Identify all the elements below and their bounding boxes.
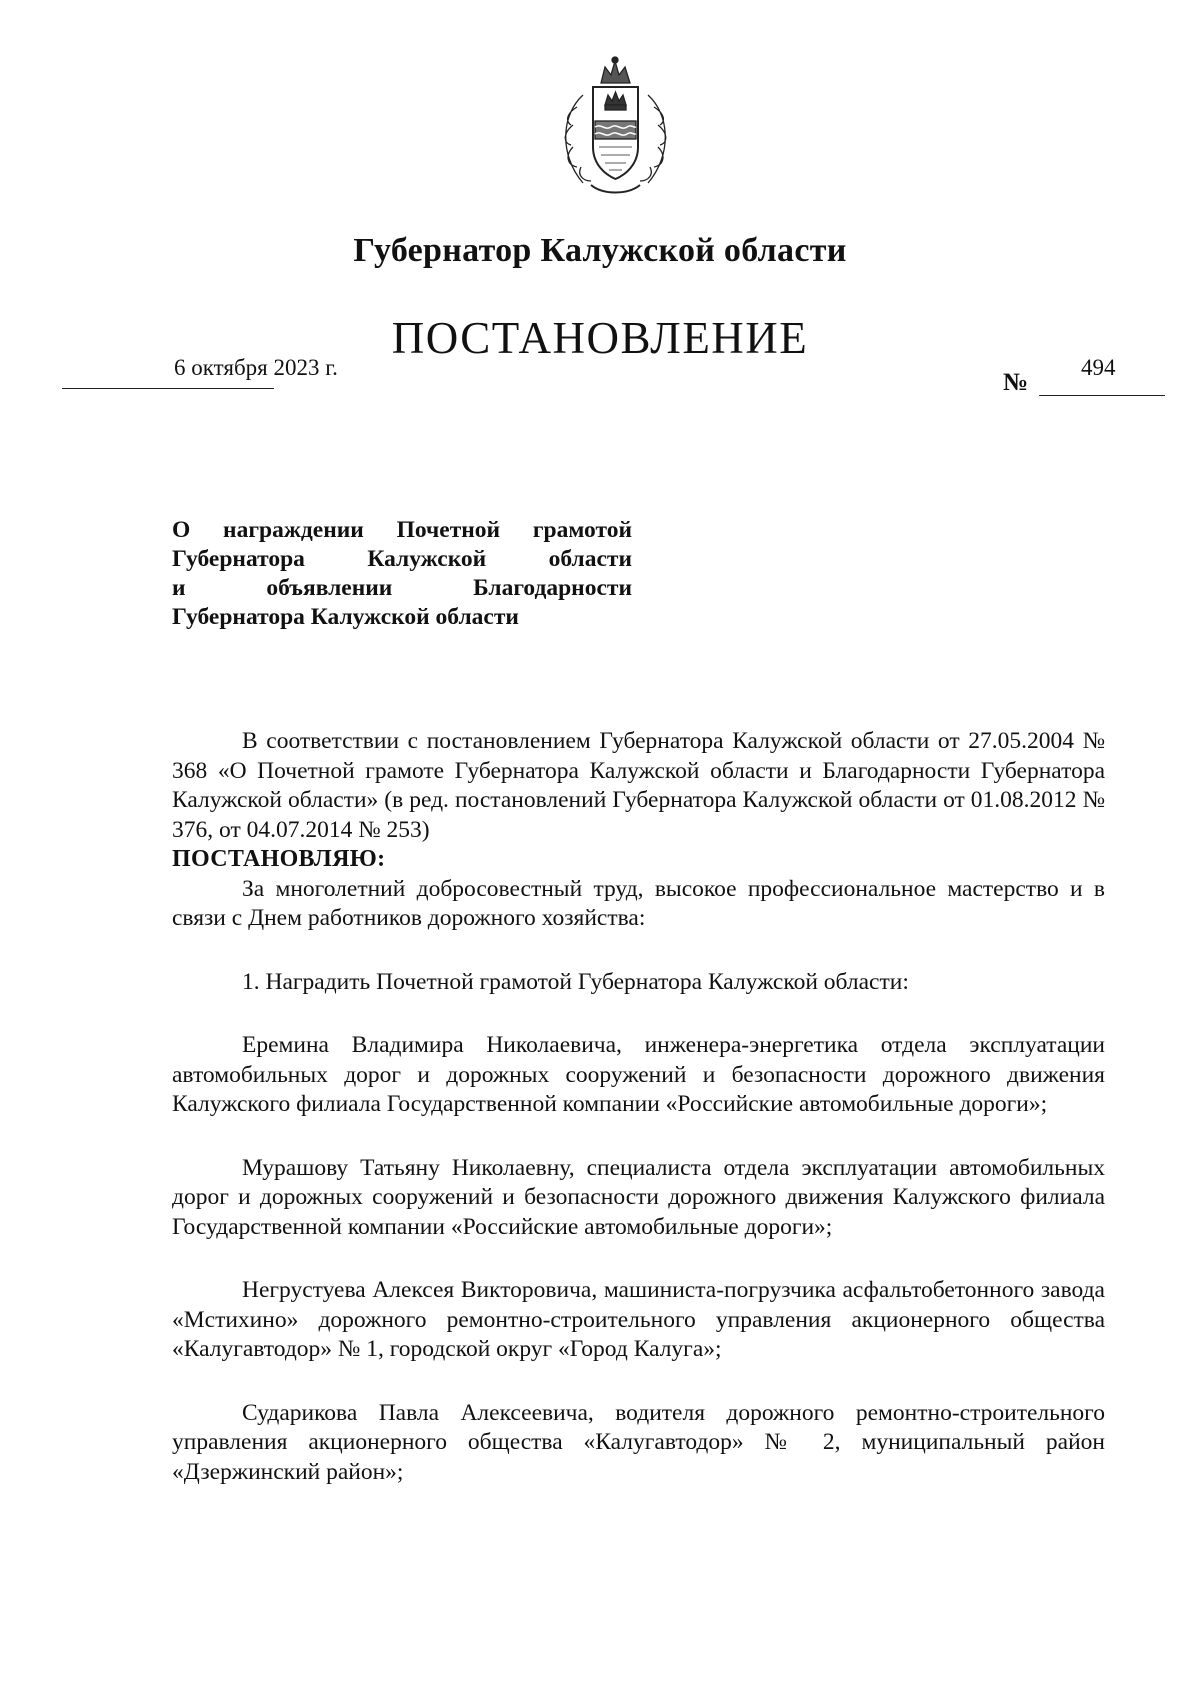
awardee-paragraph: Сударикова Павла Алексеевича, водителя дорожного ремонтно-строительного управления акционерного общества «Калугавтодор» № 2, муниципальный район «Дзержинский район»; (172, 1399, 1105, 1485)
subject-line: О награждении Почетной грамотой (172, 517, 632, 543)
document-number: 494 (1081, 355, 1116, 380)
document-body (172, 727, 1105, 1487)
document-subject (172, 516, 632, 632)
awardee-paragraph: Негрустуева Алексея Викторовича, машиниста-погрузчика асфальтобетонного завода «Мстихино» дорожного ремонтно-строительного управления акционерного общества «Калугавтодор» № 1, городской округ «Город Калуга»; (172, 1277, 1105, 1362)
subject-line: Губернатора Калужской области (172, 604, 519, 630)
reason-paragraph: За многолетний добросовестный труд, высокое профессиональное мастерство и в связи с Днем работников дорожного хозяйства: (172, 875, 1105, 931)
awardee-paragraph: Мурашову Татьяну Николаевну, специалиста отдела эксплуатации автомобильных дорог и дорожных сооружений и безопасности дорожного движения Калужского филиала Государственной компании «Российские автомобильные дороги»; (172, 1154, 1105, 1240)
subject-line: Губернатора Калужской области (172, 546, 632, 572)
item-1-heading: 1. Наградить Почетной грамотой Губернатора Калужской области: (242, 968, 909, 995)
preamble-paragraph: В соответствии с постановлением Губернатора Калужской области от 27.05.2004 № 368 «О Почетной грамоте Губернатора Калужской области и Благодарности Губернатора Калужской области» (в ред. постановлений Губернатора Калужской области от 01.08.2012 № 376, от 04.07.2014 № 253) (172, 728, 1105, 843)
issuing-authority: Губернатор Калужской области (353, 232, 847, 269)
decree-word: ПОСТАНОВЛЯЮ: (172, 846, 386, 872)
subject-line: и объявлении Благодарности (172, 575, 632, 601)
document-type-title: ПОСТАНОВЛЕНИЕ (391, 313, 809, 363)
document-date: 6 октября 2023 г. (174, 355, 338, 380)
awardee-paragraph: Еремина Владимира Николаевича, инженера-энергетика отдела эксплуатации автомобильных дорог и дорожных сооружений и безопасности дорожного движения Калужского филиала Государственной компании «Российские автомобильные дороги»; (172, 1032, 1105, 1117)
number-sign: № (1003, 369, 1029, 396)
kaluga-coat-of-arms-icon (553, 55, 678, 201)
number-underline (1039, 395, 1165, 396)
date-underline (62, 388, 274, 389)
